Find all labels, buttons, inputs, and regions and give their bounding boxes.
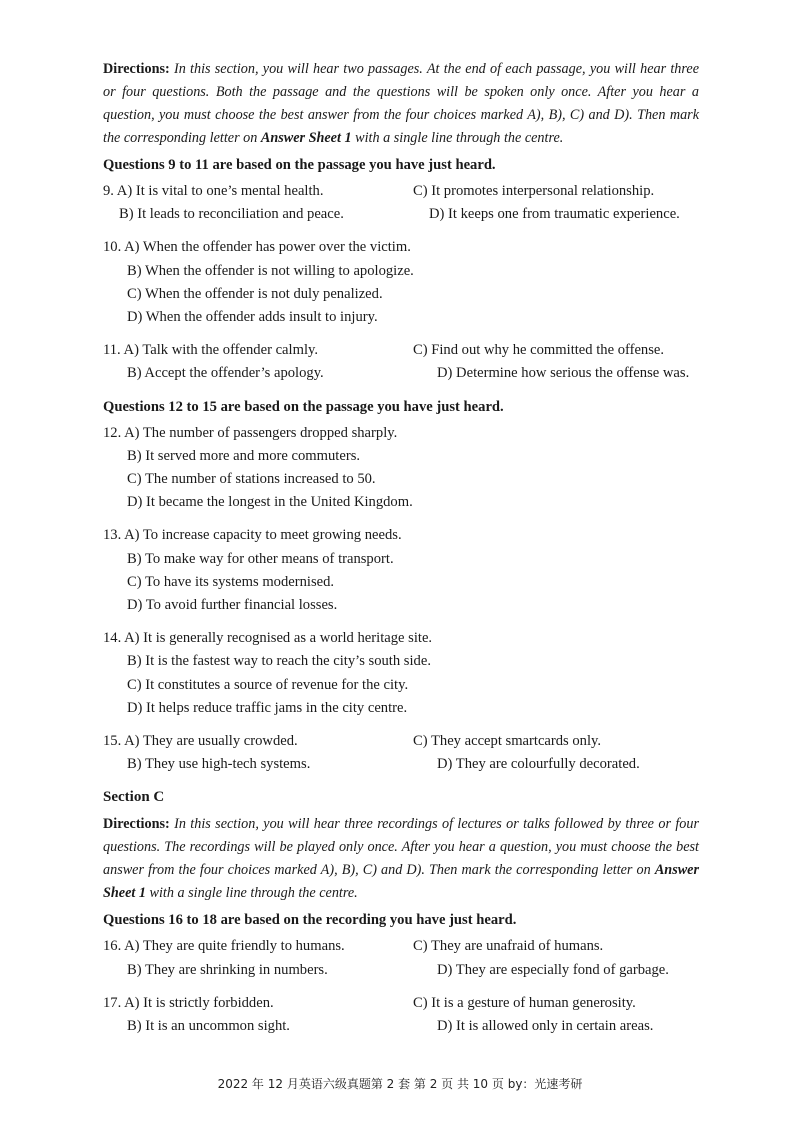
answer-sheet-ref: Answer Sheet 1 — [103, 862, 699, 902]
q9-option-d: D) It keeps one from traumatic experience. — [429, 206, 680, 223]
directions-text-end: with a single line through the centre. — [145, 885, 358, 902]
page-footer: 2022 年 12 月英语六级真题第 2 套 第 2 页 共 10 页 by：光速考研 — [217, 1077, 583, 1091]
q17-option-d: D) It is allowed only in certain areas. — [437, 1018, 654, 1035]
q12-option-c: C) The number of stations increased to 50. — [127, 471, 376, 488]
q17-option-c: C) It is a gesture of human generosity. — [413, 994, 636, 1011]
q16-option-d: D) They are especially fond of garbage. — [437, 961, 669, 978]
q16-option-a: 16. A) They are quite friendly to humans. — [103, 938, 345, 955]
question-10 — [103, 236, 699, 329]
question-16 — [103, 935, 699, 981]
question-12 — [103, 422, 699, 515]
question-11 — [103, 339, 699, 385]
directions-label: Directions: — [103, 816, 170, 833]
answer-sheet-ref: Answer Sheet 1 — [260, 130, 352, 146]
q12-option-d: D) It became the longest in the United Kingdom. — [127, 494, 413, 511]
q15-option-a: 15. A) They are usually crowded. — [103, 733, 298, 750]
directions-text-end: with a single line through the centre. — [351, 130, 564, 146]
question-9 — [103, 180, 699, 226]
q9-option-b: B) It leads to reconciliation and peace. — [119, 206, 344, 223]
q10-option-d: D) When the offender adds insult to injury. — [127, 309, 378, 326]
question-17 — [103, 992, 699, 1038]
directions-text: In this section, you will hear two passages. At the end of each passage, you will hear three or four questions. Both the passage and the questions will be spoken only once. After you hear a question, you must choose the best answer from the four choices marked A), B), C) and D). Then mark the corresponding letter on — [103, 61, 699, 146]
question-13 — [103, 524, 699, 617]
q11-option-d: D) Determine how serious the offense was. — [437, 365, 690, 382]
question-15 — [103, 730, 699, 776]
q14-option-a: 14. A) It is generally recognised as a world heritage site. — [103, 630, 433, 647]
question-14 — [103, 627, 699, 720]
q10-option-a: 10. A) When the offender has power over the victim. — [103, 239, 411, 256]
q13-option-b: B) To make way for other means of transport. — [127, 550, 394, 567]
group-heading-9-11: Questions 9 to 11 are based on the passage you have just heard. — [103, 157, 496, 173]
q12-option-a: 12. A) The number of passengers dropped sharply. — [103, 424, 398, 441]
q17-option-b: B) It is an uncommon sight. — [127, 1018, 290, 1035]
directions-text: In this section, you will hear three recordings of lectures or talks followed by three or four questions. The recordings will be played only once. After you hear a question, you must choose the best answer from the four choices marked A), B), C) and D). Then mark the corresponding letter on — [103, 816, 699, 879]
group-heading-12-15: Questions 12 to 15 are based on the passage you have just heard. — [103, 398, 504, 415]
q15-option-c: C) They accept smartcards only. — [413, 733, 602, 750]
q11-option-c: C) Find out why he committed the offense. — [413, 342, 665, 359]
section-b-directions — [103, 58, 699, 150]
q9-option-c: C) It promotes interpersonal relationship. — [413, 183, 655, 199]
q13-option-d: D) To avoid further financial losses. — [127, 597, 338, 614]
q13-option-a: 13. A) To increase capacity to meet growing needs. — [103, 527, 402, 544]
q11-option-a: 11. A) Talk with the offender calmly. — [103, 342, 318, 359]
q17-option-a: 17. A) It is strictly forbidden. — [103, 994, 274, 1011]
q14-option-b: B) It is the fastest way to reach the city’s south side. — [127, 653, 431, 670]
q12-option-b: B) It served more and more commuters. — [127, 447, 361, 464]
group-heading-16-18: Questions 16 to 18 are based on the recording you have just heard. — [103, 912, 517, 929]
directions-label: Directions: — [103, 61, 170, 77]
q14-option-d: D) It helps reduce traffic jams in the city centre. — [127, 699, 408, 716]
q13-option-c: C) To have its systems modernised. — [127, 573, 335, 590]
q14-option-c: C) It constitutes a source of revenue for the city. — [127, 676, 409, 693]
section-c-directions — [103, 813, 699, 905]
q10-option-c: C) When the offender is not duly penalized. — [127, 285, 383, 302]
q15-option-b: B) They use high-tech systems. — [127, 756, 311, 773]
q10-option-b: B) When the offender is not willing to apologize. — [127, 262, 414, 279]
exam-page — [103, 58, 699, 1048]
q16-option-c: C) They are unafraid of humans. — [413, 938, 604, 955]
q9-option-a: 9. A) It is vital to one’s mental health. — [103, 183, 324, 199]
q11-option-b: B) Accept the offender’s apology. — [127, 365, 324, 382]
q16-option-b: B) They are shrinking in numbers. — [127, 961, 328, 978]
q15-option-d: D) They are colourfully decorated. — [437, 756, 640, 773]
section-c-heading: Section C — [103, 789, 165, 806]
